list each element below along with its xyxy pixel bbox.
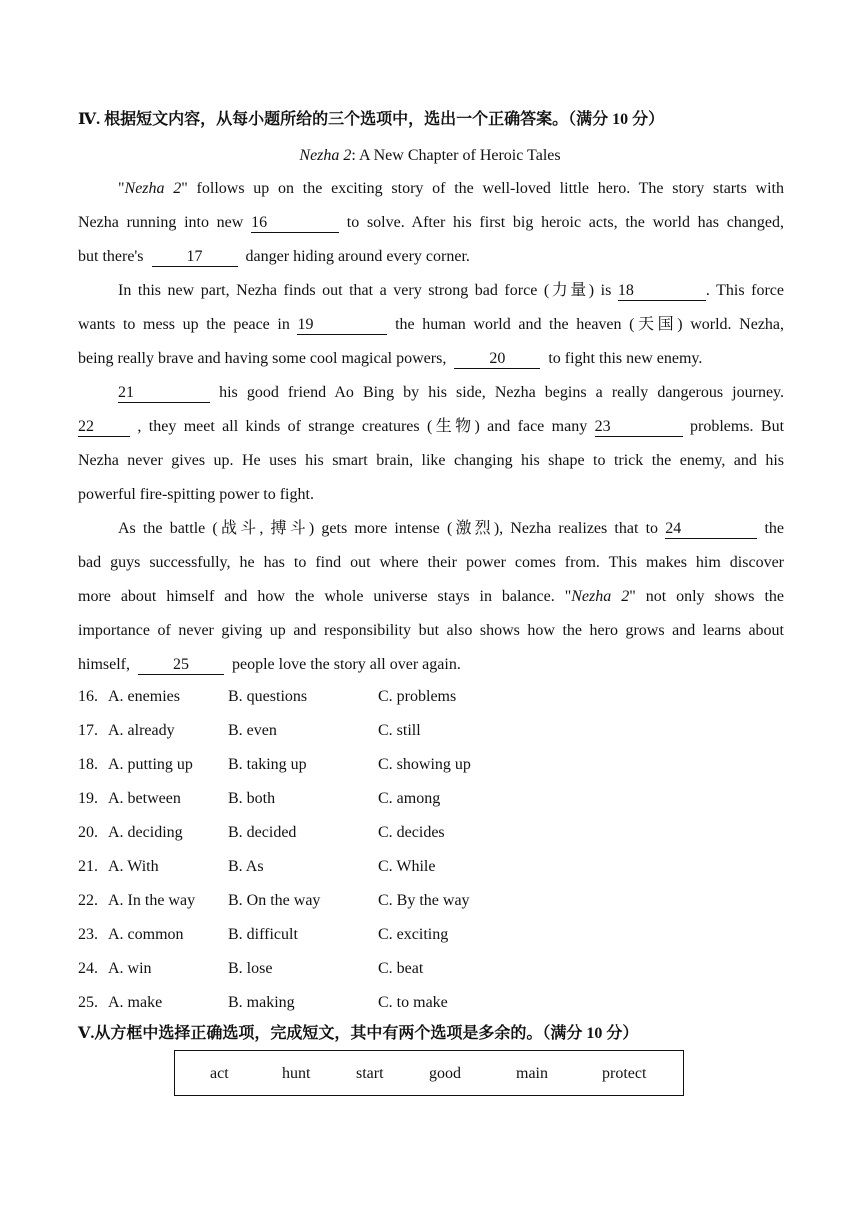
option-25-a[interactable]: A. make [108, 994, 163, 1011]
paragraph-2-line-1: In this new part, Nezha finds out that a very strong bad force (力量) is 18 . This force [118, 282, 784, 299]
blank-20[interactable]: 20 [454, 350, 540, 369]
option-17-a[interactable]: A. already [108, 722, 175, 739]
paragraph-4-line-1: As the battle (战斗, 搏斗) gets more intense (激烈), Nezha realizes that to 24 the [118, 520, 784, 537]
passage-title [0, 146, 860, 166]
paragraph-4-line-5: himself, 25 people love the story all over again. [78, 656, 461, 673]
option-25-c[interactable]: C. to make [378, 994, 448, 1011]
word-option[interactable]: protect [602, 1065, 647, 1082]
word-option[interactable]: good [429, 1065, 461, 1082]
paragraph-2-line-3: being really brave and having some cool magical powers, 20 to fight this new enemy. [78, 350, 703, 367]
word-option[interactable]: hunt [282, 1065, 311, 1082]
blank-16[interactable]: 16 [251, 214, 339, 233]
paragraph-2-line-2: wants to mess up the peace in 19 the human world and the heaven (天国) world. Nezha, [78, 316, 784, 333]
word-option[interactable]: act [210, 1065, 229, 1082]
option-24-a[interactable]: A. win [108, 960, 152, 977]
option-21-b[interactable]: B. As [228, 858, 264, 875]
passage-title-italic: Nezha 2 [299, 147, 352, 164]
option-21-c[interactable]: C. While [378, 858, 436, 875]
blank-25[interactable]: 25 [138, 656, 224, 675]
option-20-c[interactable]: C. decides [378, 824, 445, 841]
option-16-c[interactable]: C. problems [378, 688, 457, 705]
option-21-a[interactable]: A. With [108, 858, 159, 875]
blank-19[interactable]: 19 [297, 316, 387, 335]
section-4-heading: Ⅳ. 根据短文内容，从每小题所给的三个选项中，选出一个正确答案。（满分 10 分） [78, 111, 665, 128]
paragraph-1-line-3: but there's 17 danger hiding around every corner. [78, 248, 470, 265]
paragraph-1-line-2: Nezha running into new 16 to solve. After his first big heroic acts, the world has changed, [78, 214, 784, 231]
option-23-a[interactable]: A. common [108, 926, 184, 943]
option-18-a[interactable]: A. putting up [108, 756, 193, 773]
blank-21[interactable]: 21 [118, 384, 210, 403]
option-24-b[interactable]: B. lose [228, 960, 273, 977]
option-23-c[interactable]: C. exciting [378, 926, 449, 943]
option-17-c[interactable]: C. still [378, 722, 421, 739]
passage-title-rest: : A New Chapter of Heroic Tales [351, 147, 561, 164]
paragraph-4-line-3: more about himself and how the whole universe stays in balance. "Nezha 2" not only shows the [78, 588, 784, 605]
option-22-b[interactable]: B. On the way [228, 892, 321, 909]
word-box [174, 1050, 684, 1096]
option-20-b[interactable]: B. decided [228, 824, 297, 841]
option-19-c[interactable]: C. among [378, 790, 441, 807]
option-24-c[interactable]: C. beat [378, 960, 424, 977]
word-option[interactable]: start [356, 1065, 384, 1082]
paragraph-4-line-2: bad guys successfully, he has to find out where their power comes from. This makes him discover [78, 554, 784, 571]
section-5-heading: Ⅴ.从方框中选择正确选项，完成短文，其中有两个选项是多余的。（满分 10 分） [78, 1025, 639, 1042]
option-22-a[interactable]: A. In the way [108, 892, 196, 909]
option-19-b[interactable]: B. both [228, 790, 276, 807]
option-16-a[interactable]: A. enemies [108, 688, 180, 705]
paragraph-1-line-1: "Nezha 2" follows up on the exciting story of the well-loved little hero. The story starts with [118, 180, 784, 197]
option-20-a[interactable]: A. deciding [108, 824, 183, 841]
option-16-b[interactable]: B. questions [228, 688, 308, 705]
option-18-c[interactable]: C. showing up [378, 756, 471, 773]
option-19-a[interactable]: A. between [108, 790, 181, 807]
option-25-b[interactable]: B. making [228, 994, 295, 1011]
paragraph-3-line-1: 21 his good friend Ao Bing by his side, Nezha begins a really dangerous journey. [118, 384, 784, 401]
option-23-b[interactable]: B. difficult [228, 926, 298, 943]
paragraph-3-line-4: powerful fire-spitting power to fight. [78, 486, 314, 503]
option-22-c[interactable]: C. By the way [378, 892, 470, 909]
blank-23[interactable]: 23 [595, 418, 683, 437]
blank-18[interactable]: 18 [618, 282, 706, 301]
paragraph-3-line-2: 22 , they meet all kinds of strange creatures (生物) and face many 23 problems. But [78, 418, 784, 435]
option-17-b[interactable]: B. even [228, 722, 277, 739]
word-option[interactable]: main [516, 1065, 548, 1082]
blank-24[interactable]: 24 [665, 520, 757, 539]
option-18-b[interactable]: B. taking up [228, 756, 307, 773]
paragraph-4-line-4: importance of never giving up and responsibility but also shows how the hero grows and learns about [78, 622, 784, 639]
blank-17[interactable]: 17 [152, 248, 238, 267]
blank-22[interactable]: 22 [78, 418, 130, 437]
paragraph-3-line-3: Nezha never gives up. He uses his smart brain, like changing his shape to trick the enemy, and his [78, 452, 784, 469]
